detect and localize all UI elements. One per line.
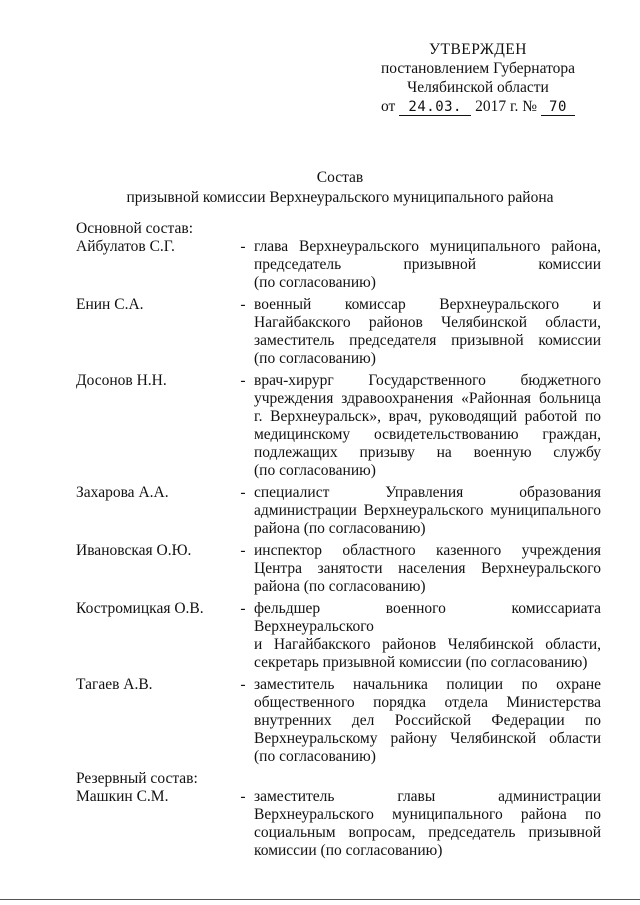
approval-from-word: от bbox=[381, 98, 396, 115]
member-role-line: (по согласованию) bbox=[254, 462, 376, 479]
member-role bbox=[254, 484, 601, 538]
reserve-section-label: Резервный состав: bbox=[76, 770, 198, 787]
member-role-line: учреждения здравоохранения «Районная больница bbox=[254, 390, 601, 407]
member-role-line: военный комиссар Верхнеуральского и bbox=[254, 296, 601, 313]
member-name: Тагаев А.В. bbox=[76, 676, 153, 693]
approval-line-2: Челябинской области bbox=[407, 79, 549, 96]
member-name: Енин С.А. bbox=[76, 296, 144, 313]
member-entry bbox=[76, 484, 601, 538]
member-name: Ивановская О.Ю. bbox=[76, 542, 192, 559]
member-role bbox=[254, 676, 601, 766]
approval-title: УТВЕРЖДЕН bbox=[429, 41, 527, 58]
member-name: Айбулатов С.Г. bbox=[76, 238, 175, 255]
member-name: Костромицкая О.В. bbox=[76, 600, 204, 617]
member-role-line: медицинскому освидетельствованию граждан, bbox=[254, 426, 601, 443]
member-role-line: заместитель начальника полиции по охране bbox=[254, 676, 601, 693]
main-members-list bbox=[76, 238, 601, 766]
reserve-members-list bbox=[76, 788, 601, 860]
member-role bbox=[254, 296, 601, 368]
approval-date-value: 24.03. bbox=[399, 100, 471, 116]
member-role-line: Центра занятости населения Верхнеуральского bbox=[254, 560, 601, 577]
member-dash: - bbox=[240, 676, 246, 693]
member-role-line: и Нагайбакского районов Челябинской области, bbox=[254, 636, 601, 653]
member-dash: - bbox=[240, 296, 246, 313]
member-entry bbox=[76, 372, 601, 480]
member-dash: - bbox=[240, 788, 246, 805]
member-name: Машкин С.М. bbox=[76, 788, 169, 805]
member-role-line: подлежащих призыву на военную службу bbox=[254, 444, 601, 461]
member-role-line: председатель призывной комиссии bbox=[254, 256, 601, 273]
heading-line-1: Состав bbox=[316, 169, 364, 186]
approval-date-line bbox=[352, 97, 604, 116]
member-role bbox=[254, 600, 601, 672]
member-role-line: (по согласованию) bbox=[254, 748, 376, 765]
member-role-line: глава Верхнеуральского муниципального района, bbox=[254, 238, 601, 255]
approval-number-value: 70 bbox=[541, 100, 575, 116]
member-role-line: района (по согласованию) bbox=[254, 578, 426, 595]
member-role-line: заместитель главы администрации bbox=[254, 788, 601, 805]
approval-year-text: 2017 г. № bbox=[475, 98, 538, 115]
bottom-scan-edge bbox=[0, 899, 640, 900]
member-role bbox=[254, 372, 601, 480]
member-role-line: Верхнеуральскому району Челябинской области bbox=[254, 730, 601, 747]
member-role bbox=[254, 542, 601, 596]
approval-line-1: постановлением Губернатора bbox=[380, 60, 576, 77]
member-role-line: внутренних дел Российской Федерации по bbox=[254, 712, 601, 729]
member-role-line: (по согласованию) bbox=[254, 350, 376, 367]
member-entry bbox=[76, 238, 601, 292]
member-dash: - bbox=[240, 372, 246, 389]
member-dash: - bbox=[240, 484, 246, 501]
member-role-line: администрации Верхнеуральского муниципального bbox=[254, 502, 601, 519]
member-name: Досонов Н.Н. bbox=[76, 372, 167, 389]
member-role-line: (по согласованию) bbox=[254, 274, 376, 291]
member-entry bbox=[76, 542, 601, 596]
member-role-line: социальным вопросам, председатель призывной bbox=[254, 824, 601, 841]
member-role-line: инспектор областного казенного учреждения bbox=[254, 542, 601, 559]
main-section-label: Основной состав: bbox=[76, 220, 194, 237]
member-entry bbox=[76, 296, 601, 368]
member-role-line: врач-хирург Государственного бюджетного bbox=[254, 372, 601, 389]
member-role bbox=[254, 238, 601, 292]
member-role bbox=[254, 788, 601, 860]
member-dash: - bbox=[240, 542, 246, 559]
member-role-line: Нагайбакского районов Челябинской области, bbox=[254, 314, 601, 331]
commission-list bbox=[76, 220, 601, 864]
member-role-line: фельдшер военного комиссариата Верхнеуральского bbox=[254, 600, 601, 635]
member-role-line: Верхнеуральского муниципального района по bbox=[254, 806, 601, 823]
member-dash: - bbox=[240, 238, 246, 255]
member-role-line: г. Верхнеуральск», врач, руководящий работой по bbox=[254, 408, 601, 425]
member-role-line: секретарь призывной комиссии (по согласованию) bbox=[254, 654, 588, 671]
member-entry bbox=[76, 600, 601, 672]
member-entry bbox=[76, 788, 601, 860]
member-dash: - bbox=[240, 600, 246, 617]
document-heading bbox=[80, 168, 600, 208]
heading-line-2: призывной комиссии Верхнеуральского муниципального района bbox=[126, 189, 554, 206]
member-role-line: комиссии (по согласованию) bbox=[254, 842, 443, 859]
member-role-line: общественного порядка отдела Министерства bbox=[254, 694, 601, 711]
member-role-line: заместитель председателя призывной комиссии bbox=[254, 332, 601, 349]
member-role-line: района (по согласованию) bbox=[254, 520, 426, 537]
member-role-line: специалист Управления образования bbox=[254, 484, 601, 501]
approval-stamp-block bbox=[352, 40, 604, 116]
member-name: Захарова А.А. bbox=[76, 484, 169, 501]
member-entry bbox=[76, 676, 601, 766]
